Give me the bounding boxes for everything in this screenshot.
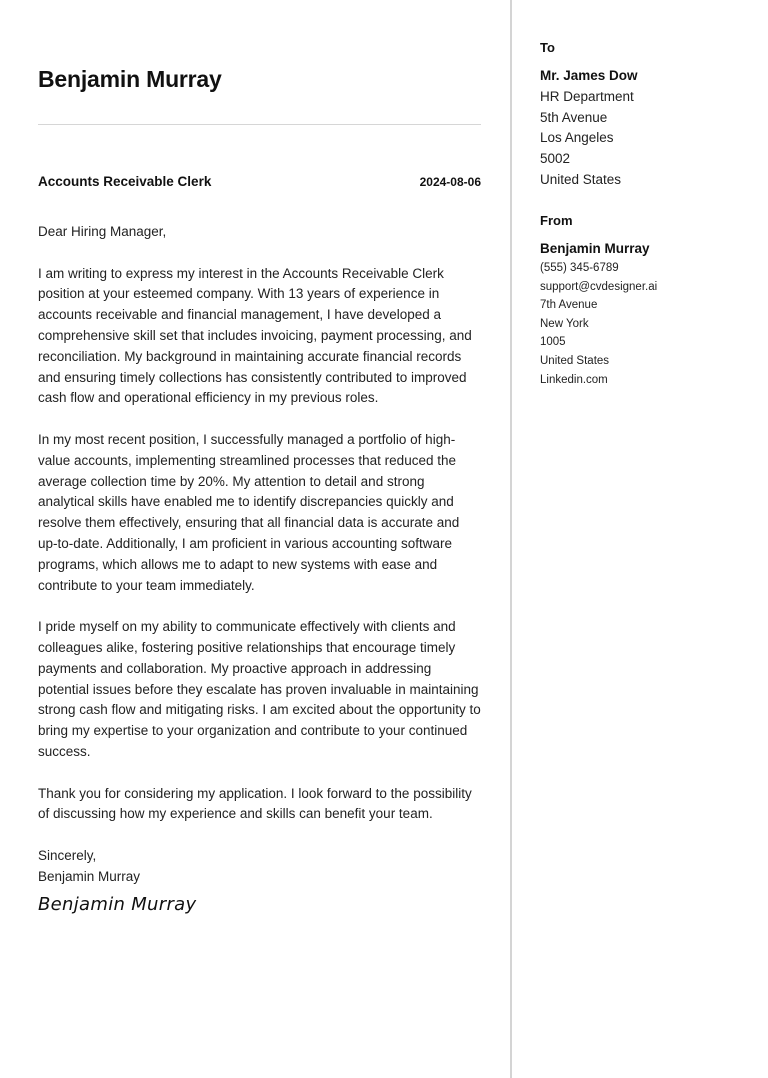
- sender-street: 7th Avenue: [540, 299, 598, 312]
- letter-paragraph: I am writing to express my interest in the Accounts Receivable Clerk position at your esteemed company. With 13 years of experience in accounts receivable and financial management, I have developed a comprehensive skill set that includes invoicing, payment processing, and reconciliation. My background in maintaining accurate financial records and ensuring timely collections has consistently contributed to improved cash flow and operational efficiency in my previous roles.: [38, 265, 472, 406]
- recipient-name: Mr. James Dow: [540, 68, 638, 83]
- recipient-street: 5th Avenue: [540, 109, 608, 125]
- sender-name: Benjamin Murray: [540, 241, 650, 256]
- to-heading: To: [540, 40, 555, 55]
- sender-phone: (555) 345-6789: [540, 262, 619, 274]
- recipient-city: Los Angeles: [540, 130, 614, 146]
- letter-date: 2024-08-06: [419, 175, 481, 189]
- sender-email: support@cvdesigner.ai: [540, 280, 658, 293]
- letter-body: [38, 222, 481, 915]
- recipient-country: United States: [540, 171, 622, 187]
- recipient-department: HR Department: [540, 88, 634, 104]
- letter-closing: Sincerely,: [38, 847, 97, 863]
- sender-postal-code: 1005: [540, 336, 566, 349]
- from-heading: From: [540, 213, 573, 228]
- sender-city: New York: [540, 317, 589, 330]
- letter-paragraph: Thank you for considering my application. I look forward to the possibility of discussing how my experience and skills can benefit your team.: [38, 785, 472, 822]
- letter-paragraph: In my most recent position, I successfully managed a portfolio of high-value accounts, implementing streamlined processes that reduced the average collection time by 20%. My attention to detail and strong analytical skills have enabled me to identify discrepancies quickly and resolve them effectively, ensuring that all financial data is accurate and up-to-date. Additionally, I am proficient in various accounting software programs, which allows me to adapt to new systems with ease and contribute to your team immediately.: [38, 431, 460, 593]
- column-divider: [510, 0, 512, 1078]
- recipient-block: [540, 66, 638, 191]
- sender-name-title: Benjamin Murray: [38, 66, 222, 92]
- sender-block: [540, 239, 657, 389]
- letter-paragraph: I pride myself on my ability to communicate effectively with clients and colleagues alike, fostering positive relationships that encourage timely payments and collaboration. My proactive approach in addressing potential issues before they escalate has proven invaluable in maintaining strong cash flow and mitigating risks. I am excited about the opportunity to bring my expertise to your organization and contribute to your continued success.: [38, 619, 481, 759]
- letter-greeting: Dear Hiring Manager,: [38, 224, 167, 239]
- sender-website: Linkedin.com: [540, 373, 608, 386]
- letter-closing-name: Benjamin Murray: [38, 868, 141, 884]
- recipient-postal-code: 5002: [540, 151, 571, 167]
- job-title: Accounts Receivable Clerk: [38, 174, 212, 189]
- header-divider: [38, 124, 481, 125]
- sender-country: United States: [540, 354, 610, 367]
- handwritten-signature: Benjamin Murray: [38, 893, 197, 915]
